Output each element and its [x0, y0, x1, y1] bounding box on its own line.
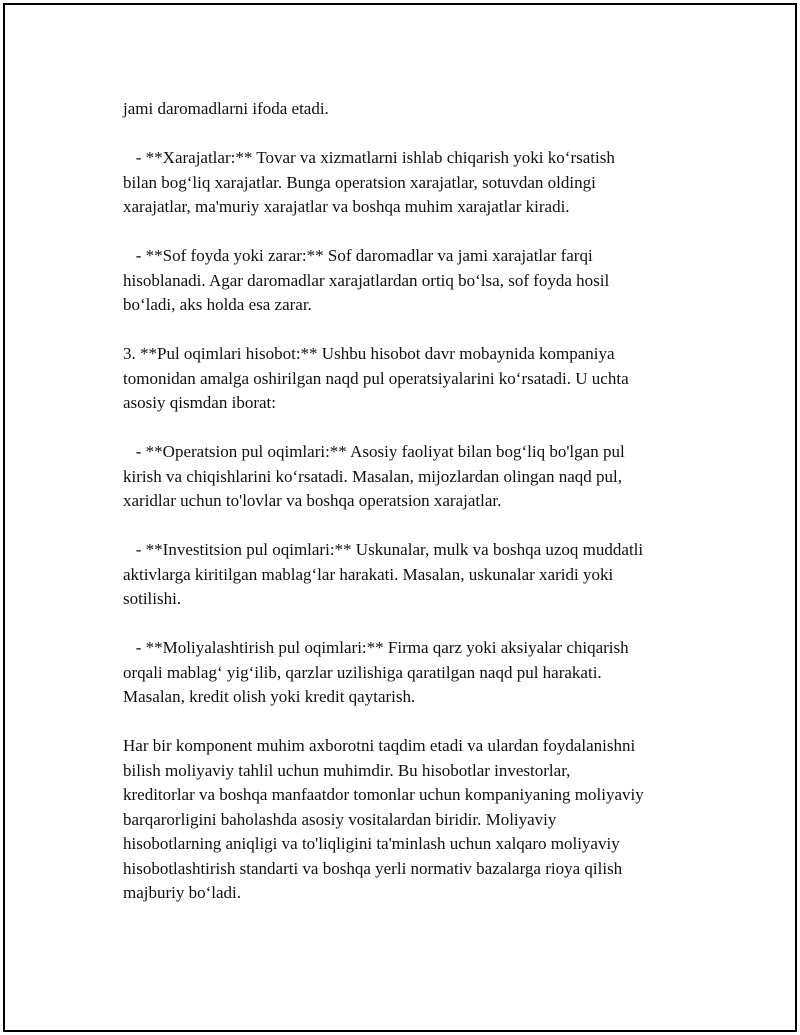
text-line: bilish moliyaviy tahlil uchun muhimdir. Bu hisobotlar investorlar,	[123, 760, 571, 780]
text-line: bo‘ladi, aks holda esa zarar.	[123, 295, 312, 314]
text-line: Masalan, kredit olish yoki kredit qaytarish.	[123, 687, 416, 706]
text-line: tomonidan amalga oshirilgan naqd pul operatsiyalarini ko‘rsatadi. U uchta	[123, 368, 629, 388]
paragraph-spacer	[123, 710, 703, 735]
text-line: - **Moliyalashtirish pul oqimlari:** Firma qarz yoki aksiyalar chiqarish	[123, 638, 629, 657]
document-body	[123, 97, 703, 906]
text-line: hisoblanadi. Agar daromadlar xarajatlardan ortiq bo‘lsa, sof foyda hosil	[123, 270, 610, 290]
text-line: kreditorlar va boshqa manfaatdor tomonlar uchun kompaniyaning moliyaviy	[123, 785, 644, 804]
paragraph-conclusion	[123, 734, 703, 906]
paragraph-net-profit	[123, 244, 703, 318]
paragraph-income-end	[123, 97, 703, 122]
text-line: - **Operatsion pul oqimlari:** Asosiy faoliyat bilan bog‘liq bo'lgan pul	[123, 442, 625, 461]
paragraph-expenses	[123, 146, 703, 220]
paragraph-spacer	[123, 612, 703, 637]
page-frame	[3, 3, 797, 1032]
paragraph-financing-cash-flow	[123, 636, 703, 710]
text-line: hisobotlashtirish standarti va boshqa yerli normativ bazalarga rioya qilish	[123, 858, 623, 878]
text-line: sotilishi.	[123, 589, 182, 608]
text-line: - **Xarajatlar:** Tovar va xizmatlarni ishlab chiqarish yoki ko‘rsatish	[123, 148, 615, 167]
text-line: xarajatlar, ma'muriy xarajatlar va boshqa muhim xarajatlar kiradi.	[123, 197, 570, 216]
text-line: Har bir komponent muhim axborotni taqdim etadi va ulardan foydalanishni	[123, 736, 636, 755]
text-line: kirish va chiqishlarini ko‘rsatadi. Masalan, mijozlardan olingan naqd pul,	[123, 466, 623, 486]
text-line: xaridlar uchun to'lovlar va boshqa operatsion xarajatlar.	[123, 491, 502, 510]
text-line: aktivlarga kiritilgan mablag‘lar harakati. Masalan, uskunalar xaridi yoki	[123, 564, 614, 584]
paragraph-spacer	[123, 122, 703, 147]
paragraph-spacer	[123, 318, 703, 343]
text-line: barqarorligini baholashda asosiy vositalardan biridir. Moliyaviy	[123, 809, 557, 829]
text-line: bilan bog‘liq xarajatlar. Bunga operatsion xarajatlar, sotuvdan oldingi	[123, 172, 596, 192]
text-line: hisobotlarning aniqligi va to'liqligini ta'minlash uchun xalqaro moliyaviy	[123, 834, 620, 853]
paragraph-spacer	[123, 514, 703, 539]
text-line: orqali mablag‘ yig‘ilib, qarzlar uzilishiga qaratilgan naqd pul harakati.	[123, 662, 602, 682]
paragraph-spacer	[123, 220, 703, 245]
paragraph-spacer	[123, 416, 703, 441]
paragraph-investing-cash-flow	[123, 538, 703, 612]
paragraph-cash-flow-statement	[123, 342, 703, 416]
text-line: 3. **Pul oqimlari hisobot:** Ushbu hisobot davr mobaynida kompaniya	[123, 344, 615, 363]
text-line: jami daromadlarni ifoda etadi.	[123, 99, 329, 118]
text-line: - **Investitsion pul oqimlari:** Uskunalar, mulk va boshqa uzoq muddatli	[123, 540, 644, 559]
text-line: majburiy bo‘ladi.	[123, 883, 242, 902]
text-line: - **Sof foyda yoki zarar:** Sof daromadlar va jami xarajatlar farqi	[123, 246, 593, 265]
paragraph-operating-cash-flow	[123, 440, 703, 514]
text-line: asosiy qismdan iborat:	[123, 393, 276, 412]
